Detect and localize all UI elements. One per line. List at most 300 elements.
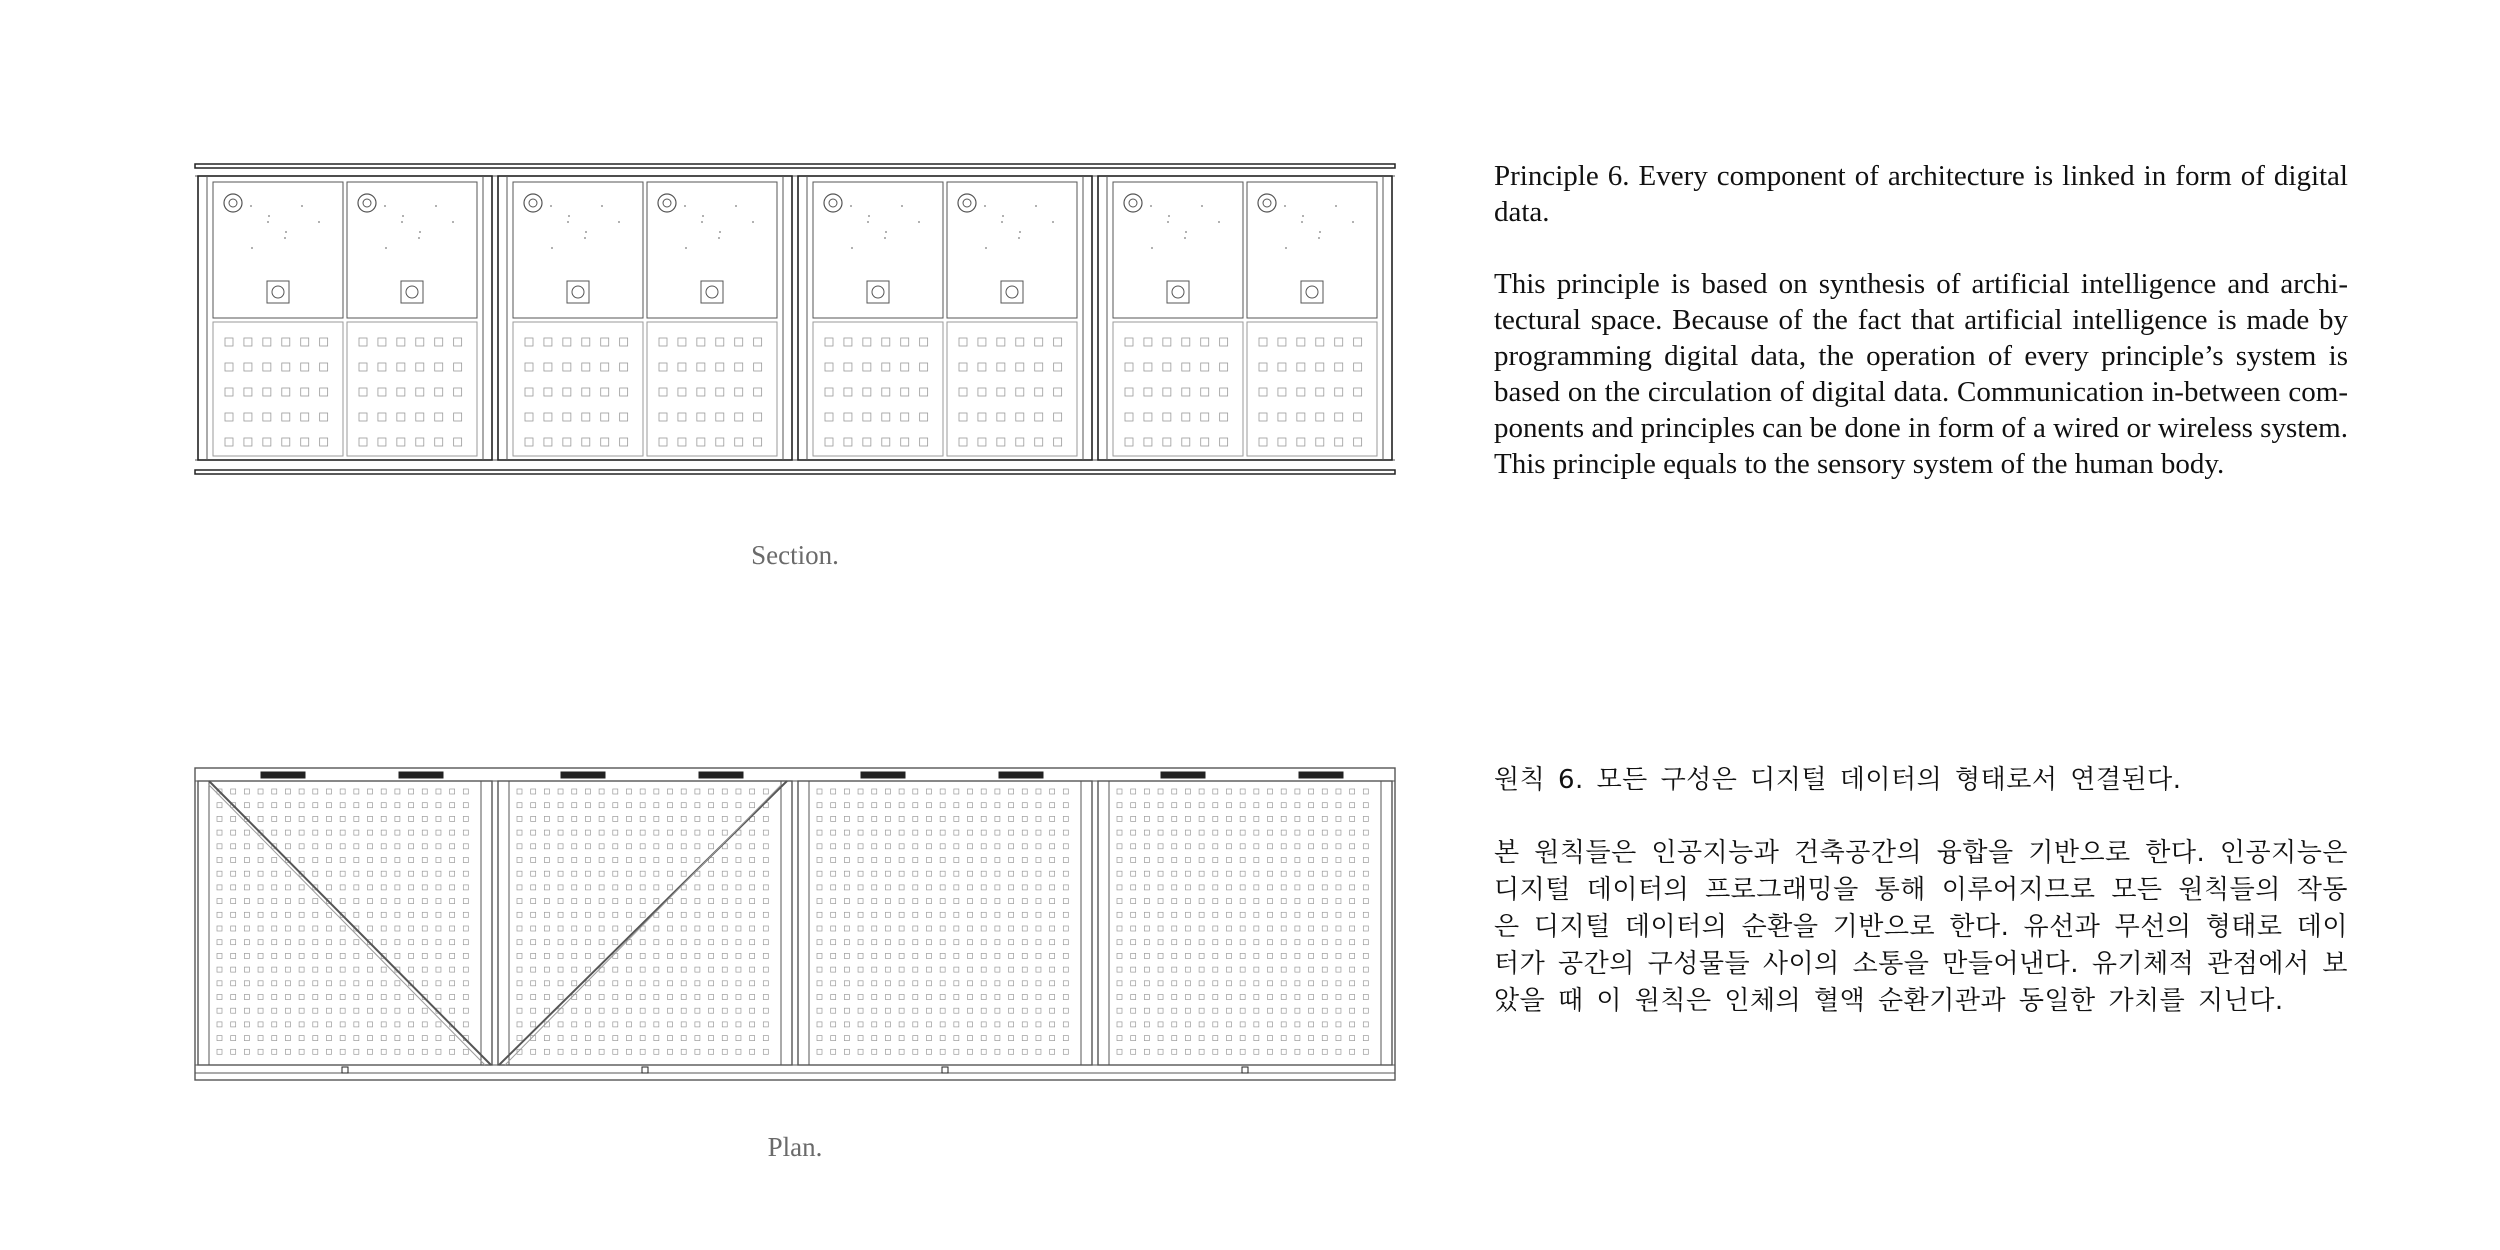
floor-grid-square <box>450 995 455 1000</box>
floor-grid-square <box>926 885 931 890</box>
device-bar <box>1161 772 1205 778</box>
floor-grid-square <box>544 871 549 876</box>
grid-square <box>1297 438 1305 446</box>
floor-grid-square <box>1050 816 1055 821</box>
indicator-dot <box>735 205 737 207</box>
grid-square <box>378 388 386 396</box>
grid-square <box>978 338 986 346</box>
floor-grid-square <box>299 803 304 808</box>
floor-grid-square <box>517 899 522 904</box>
floor-grid-square <box>981 995 986 1000</box>
floor-grid-square <box>885 1022 890 1027</box>
floor-grid-square <box>736 858 741 863</box>
floor-grid-square <box>1240 1022 1245 1027</box>
floor-grid-square <box>844 912 849 917</box>
grid-square <box>735 363 743 371</box>
grid-square <box>825 413 833 421</box>
floor-grid-square <box>613 885 618 890</box>
floor-grid-square <box>368 1049 373 1054</box>
floor-grid-square <box>1022 1022 1027 1027</box>
floor-grid-square <box>1363 995 1368 1000</box>
floor-grid-square <box>695 940 700 945</box>
indicator-dot <box>701 221 703 223</box>
grid-square <box>1054 413 1062 421</box>
floor-grid-square <box>1295 1036 1300 1041</box>
indicator-dot <box>1167 221 1169 223</box>
grid-square <box>1163 388 1171 396</box>
floor-grid-square <box>995 789 1000 794</box>
floor-grid-square <box>1063 995 1068 1000</box>
connector <box>942 1067 948 1073</box>
floor-grid-square <box>654 830 659 835</box>
floor-grid-square <box>1144 981 1149 986</box>
floor-grid-square <box>995 858 1000 863</box>
floor-grid-square <box>436 803 441 808</box>
floor-grid-square <box>272 981 277 986</box>
floor-grid-square <box>858 1022 863 1027</box>
floor-grid-square <box>450 1049 455 1054</box>
indicator-dot <box>984 205 986 207</box>
floor-grid-square <box>844 830 849 835</box>
floor-grid-square <box>463 912 468 917</box>
floor-grid-square <box>1063 1036 1068 1041</box>
floor-grid-square <box>1213 885 1218 890</box>
floor-grid-square <box>354 912 359 917</box>
floor-grid-square <box>1281 885 1286 890</box>
floor-grid-square <box>354 1008 359 1013</box>
floor-grid-square <box>517 844 522 849</box>
floor-grid-square <box>981 816 986 821</box>
floor-grid-square <box>1036 1049 1041 1054</box>
floor-grid-square <box>409 871 414 876</box>
floor-grid-square <box>422 816 427 821</box>
grid-square <box>1163 413 1171 421</box>
floor-grid-square <box>544 926 549 931</box>
floor-grid-square <box>750 830 755 835</box>
floor-grid-square <box>422 1049 427 1054</box>
floor-grid-square <box>1240 871 1245 876</box>
floor-grid-square <box>285 1036 290 1041</box>
indicator-dot <box>584 237 586 239</box>
indicator-dot <box>1150 205 1152 207</box>
grid-square <box>359 413 367 421</box>
floor-grid-square <box>1050 858 1055 863</box>
grid-square <box>1125 388 1133 396</box>
floor-grid-square <box>640 981 645 986</box>
floor-grid-square <box>368 885 373 890</box>
floor-grid-square <box>1185 803 1190 808</box>
floor-grid-square <box>313 912 318 917</box>
grid-square <box>563 438 571 446</box>
grid-square <box>225 388 233 396</box>
floor-grid-square <box>858 789 863 794</box>
floor-grid-square <box>422 858 427 863</box>
floor-grid-square <box>409 912 414 917</box>
floor-grid-square <box>1036 940 1041 945</box>
floor-grid-square <box>354 885 359 890</box>
floor-grid-square <box>1322 912 1327 917</box>
floor-grid-square <box>381 858 386 863</box>
floor-grid-square <box>1063 803 1068 808</box>
floor-grid-square <box>1295 926 1300 931</box>
floor-grid-square <box>381 995 386 1000</box>
floor-grid-square <box>572 926 577 931</box>
floor-grid-square <box>463 940 468 945</box>
floor-grid-square <box>1226 912 1231 917</box>
grid-square <box>1144 413 1152 421</box>
floor-grid-square <box>340 899 345 904</box>
floor-grid-square <box>1295 1022 1300 1027</box>
floor-grid-square <box>244 912 249 917</box>
floor-grid-square <box>926 912 931 917</box>
floor-grid-square <box>695 1008 700 1013</box>
grid-square <box>997 413 1005 421</box>
floor-grid-square <box>1144 1036 1149 1041</box>
floor-grid-square <box>709 1049 714 1054</box>
floor-grid-square <box>763 871 768 876</box>
floor-grid-square <box>1009 803 1014 808</box>
floor-grid-square <box>231 816 236 821</box>
floor-grid-square <box>272 1008 277 1013</box>
floor-grid-square <box>1022 926 1027 931</box>
grid-square <box>416 413 424 421</box>
floor-grid-square <box>750 803 755 808</box>
floor-grid-square <box>968 871 973 876</box>
grid-square <box>563 388 571 396</box>
floor-grid-square <box>1185 858 1190 863</box>
floor-grid-square <box>722 953 727 958</box>
floor-grid-square <box>544 830 549 835</box>
floor-grid-square <box>1172 926 1177 931</box>
floor-grid-square <box>1172 844 1177 849</box>
grid-square <box>735 438 743 446</box>
floor-grid-square <box>1185 871 1190 876</box>
floor-grid-square <box>395 830 400 835</box>
floor-grid-square <box>681 926 686 931</box>
floor-grid-square <box>395 899 400 904</box>
floor-grid-square <box>544 885 549 890</box>
floor-grid-square <box>995 981 1000 986</box>
floor-grid-square <box>1322 858 1327 863</box>
floor-grid-square <box>258 899 263 904</box>
floor-grid-square <box>926 967 931 972</box>
floor-grid-square <box>381 816 386 821</box>
floor-grid-square <box>626 899 631 904</box>
floor-grid-square <box>1240 940 1245 945</box>
grid-square <box>435 388 443 396</box>
floor-grid-square <box>436 844 441 849</box>
bottom-rail <box>195 470 1395 474</box>
floor-grid-square <box>1172 1022 1177 1027</box>
indicator-dot <box>1184 237 1186 239</box>
floor-grid-square <box>940 1049 945 1054</box>
floor-grid-square <box>1050 830 1055 835</box>
floor-grid-square <box>872 995 877 1000</box>
floor-grid-square <box>1322 816 1327 821</box>
sensor-icon-core <box>363 199 371 207</box>
floor-grid-square <box>531 995 536 1000</box>
floor-grid-square <box>844 940 849 945</box>
floor-grid-square <box>1268 1022 1273 1027</box>
floor-grid-square <box>1350 871 1355 876</box>
floor-grid-square <box>1226 1022 1231 1027</box>
floor-grid-square <box>872 1022 877 1027</box>
floor-grid-square <box>954 789 959 794</box>
floor-grid-square <box>368 912 373 917</box>
floor-grid-square <box>654 967 659 972</box>
floor-grid-square <box>640 912 645 917</box>
floor-grid-square <box>817 1036 822 1041</box>
fan-box <box>1167 281 1189 303</box>
grid-square <box>1016 363 1024 371</box>
floor-grid-square <box>299 899 304 904</box>
floor-grid-square <box>340 789 345 794</box>
floor-grid-square <box>1336 830 1341 835</box>
fan-icon <box>1172 286 1184 298</box>
fan-box <box>401 281 423 303</box>
floor-grid-square <box>1009 1022 1014 1027</box>
floor-grid-square <box>1172 816 1177 821</box>
grid-square <box>844 363 852 371</box>
floor-grid-square <box>981 1036 986 1041</box>
floor-grid-square <box>654 844 659 849</box>
floor-grid-square <box>981 858 986 863</box>
floor-grid-square <box>531 1008 536 1013</box>
grid-square <box>378 338 386 346</box>
floor-grid-square <box>1213 926 1218 931</box>
floor-grid-square <box>544 953 549 958</box>
floor-grid-square <box>626 967 631 972</box>
floor-grid-square <box>272 885 277 890</box>
floor-grid-square <box>1036 995 1041 1000</box>
korean-description <box>1494 762 2348 1020</box>
floor-grid-square <box>1350 816 1355 821</box>
floor-grid-square <box>1336 858 1341 863</box>
floor-grid-square <box>1036 1022 1041 1027</box>
floor-grid-square <box>1063 885 1068 890</box>
floor-grid-square <box>1063 926 1068 931</box>
floor-grid-square <box>1131 1022 1136 1027</box>
floor-grid-square <box>736 953 741 958</box>
floor-grid-square <box>544 940 549 945</box>
floor-grid-square <box>1009 899 1014 904</box>
floor-grid-square <box>844 871 849 876</box>
grid-square <box>959 388 967 396</box>
floor-grid-square <box>1240 816 1245 821</box>
floor-grid-square <box>817 926 822 931</box>
floor-grid-square <box>654 789 659 794</box>
grid-square <box>920 388 928 396</box>
floor-grid-square <box>1172 953 1177 958</box>
floor-grid-square <box>544 1008 549 1013</box>
floor-grid-square <box>872 1008 877 1013</box>
indicator-dot <box>267 221 269 223</box>
floor-grid-square <box>531 899 536 904</box>
floor-grid-square <box>858 940 863 945</box>
floor-grid-square <box>1036 912 1041 917</box>
grid-square <box>1016 388 1024 396</box>
floor-grid-square <box>913 1049 918 1054</box>
floor-grid-square <box>1050 885 1055 890</box>
indicator-dot <box>385 247 387 249</box>
floor-grid-square <box>613 1008 618 1013</box>
floor-grid-square <box>940 789 945 794</box>
floor-grid-square <box>968 926 973 931</box>
floor-grid-square <box>463 830 468 835</box>
floor-grid-square <box>1144 967 1149 972</box>
grid-square <box>716 388 724 396</box>
grid-square <box>1035 388 1043 396</box>
floor-grid-square <box>626 844 631 849</box>
floor-grid-square <box>599 926 604 931</box>
grid-square <box>959 363 967 371</box>
floor-grid-square <box>244 830 249 835</box>
grid-square <box>1201 413 1209 421</box>
floor-grid-square <box>1117 830 1122 835</box>
floor-grid-square <box>668 871 673 876</box>
floor-grid-square <box>463 803 468 808</box>
grid-square <box>1054 438 1062 446</box>
floor-grid-square <box>544 803 549 808</box>
floor-grid-square <box>1172 1049 1177 1054</box>
floor-grid-square <box>1158 871 1163 876</box>
floor-grid-square <box>872 940 877 945</box>
floor-grid-square <box>763 1036 768 1041</box>
floor-grid-square <box>844 953 849 958</box>
grid-square <box>263 363 271 371</box>
floor-grid-square <box>926 789 931 794</box>
floor-grid-square <box>954 967 959 972</box>
floor-grid-square <box>299 858 304 863</box>
floor-grid-square <box>1213 858 1218 863</box>
floor-grid-square <box>1022 940 1027 945</box>
floor-grid-square <box>954 871 959 876</box>
floor-grid-square <box>1199 1008 1204 1013</box>
floor-grid-square <box>1131 967 1136 972</box>
floor-grid-square <box>258 844 263 849</box>
floor-grid-square <box>1117 995 1122 1000</box>
floor-grid-square <box>313 1008 318 1013</box>
sensor-icon <box>224 194 242 212</box>
floor-grid-square <box>1063 1049 1068 1054</box>
floor-grid-square <box>640 995 645 1000</box>
floor-grid-square <box>244 789 249 794</box>
floor-grid-square <box>463 1008 468 1013</box>
floor-grid-square <box>531 858 536 863</box>
floor-grid-square <box>968 967 973 972</box>
floor-grid-square <box>1213 830 1218 835</box>
floor-grid-square <box>709 816 714 821</box>
floor-grid-square <box>1131 995 1136 1000</box>
grid-square <box>620 438 628 446</box>
floor-grid-square <box>844 885 849 890</box>
floor-grid-square <box>831 912 836 917</box>
floor-grid-square <box>517 953 522 958</box>
floor-grid-square <box>585 995 590 1000</box>
floor-grid-square <box>872 926 877 931</box>
floor-grid-square <box>326 816 331 821</box>
floor-grid-square <box>558 926 563 931</box>
floor-grid-square <box>272 899 277 904</box>
floor-grid-square <box>668 912 673 917</box>
floor-grid-square <box>899 1008 904 1013</box>
floor-grid-square <box>272 803 277 808</box>
floor-grid-square <box>844 858 849 863</box>
floor-grid-square <box>217 816 222 821</box>
floor-grid-square <box>1350 967 1355 972</box>
floor-grid-square <box>381 940 386 945</box>
floor-grid-square <box>1240 995 1245 1000</box>
floor-grid-square <box>517 858 522 863</box>
floor-grid-square <box>1117 940 1122 945</box>
floor-grid-square <box>313 995 318 1000</box>
floor-grid-square <box>585 1049 590 1054</box>
floor-grid-square <box>1036 844 1041 849</box>
grid-square <box>435 363 443 371</box>
floor-grid-square <box>750 995 755 1000</box>
floor-grid-square <box>231 1036 236 1041</box>
floor-grid-square <box>858 995 863 1000</box>
floor-grid-square <box>1022 995 1027 1000</box>
grid-square <box>525 388 533 396</box>
floor-grid-square <box>695 803 700 808</box>
floor-grid-square <box>1117 885 1122 890</box>
floor-grid-square <box>1009 844 1014 849</box>
floor-grid-square <box>844 1049 849 1054</box>
floor-grid-square <box>368 899 373 904</box>
floor-grid-square <box>272 816 277 821</box>
grid-square <box>1316 363 1324 371</box>
floor-grid-square <box>1009 940 1014 945</box>
grid-square <box>1182 438 1190 446</box>
floor-grid-square <box>709 981 714 986</box>
grid-square <box>863 388 871 396</box>
fan-icon <box>272 286 284 298</box>
floor-grid-square <box>599 789 604 794</box>
sensor-icon <box>658 194 676 212</box>
fan-icon <box>1006 286 1018 298</box>
floor-grid-square <box>1309 1022 1314 1027</box>
floor-grid-square <box>1309 816 1314 821</box>
section-module <box>198 176 492 460</box>
floor-grid-square <box>1363 967 1368 972</box>
floor-grid-square <box>599 912 604 917</box>
floor-grid-square <box>1268 1036 1273 1041</box>
indicator-dot <box>850 205 852 207</box>
floor-grid-square <box>313 967 318 972</box>
floor-grid-square <box>1281 995 1286 1000</box>
floor-grid-square <box>381 912 386 917</box>
floor-grid-square <box>1254 1008 1259 1013</box>
floor-grid-square <box>1050 871 1055 876</box>
floor-grid-square <box>599 1022 604 1027</box>
korean-principle-body: 본 원칙들은 인공지능과 건축공간의 융합을 기반으로 한다. 인공지능은 디지털 데이터의 프로그래밍을 통해 이루어지므로 모든 원칙들의 작동은 디지털 데이터의 순환을 기반으로 한다. 유선과 무선의 형태로 데이터가 공간의 구성물들 사이의 소통을 만들어낸다. 유기체적 관점에서 보았을 때 이 원칙은 인체의 혈액 순환기관과 동일한 가치를 지닌다. <box>1494 838 2348 1016</box>
floor-grid-square <box>640 871 645 876</box>
floor-grid-square <box>858 926 863 931</box>
floor-grid-square <box>409 899 414 904</box>
floor-grid-square <box>1350 1049 1355 1054</box>
floor-grid-square <box>422 1008 427 1013</box>
floor-grid-square <box>995 899 1000 904</box>
floor-grid-square <box>613 926 618 931</box>
floor-grid-square <box>681 967 686 972</box>
indicator-dot <box>719 231 721 233</box>
floor-grid-square <box>1009 967 1014 972</box>
floor-grid-square <box>858 830 863 835</box>
fan-box <box>701 281 723 303</box>
floor-grid-square <box>844 926 849 931</box>
floor-grid-square <box>450 953 455 958</box>
